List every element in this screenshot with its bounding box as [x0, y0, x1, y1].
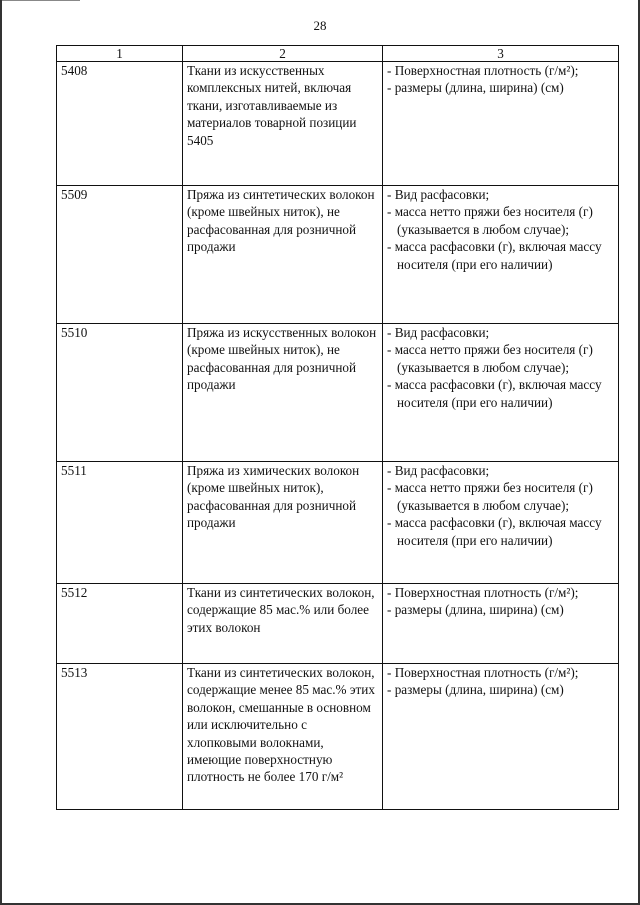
table-row [57, 324, 619, 462]
table-row [57, 462, 619, 584]
requirement-item: - размеры (длина, ширина) (см) [387, 602, 564, 618]
requirements-cell [383, 62, 619, 186]
scan-edge-left [0, 0, 2, 905]
code-cell: 5408 [57, 62, 183, 186]
requirement-item: - Вид расфасовки; [387, 325, 490, 340]
description-cell: Пряжа из искусственных волокон (кроме швейных ниток), не расфасованная для розничной продажи [183, 324, 383, 462]
requirements-cell [383, 584, 619, 664]
header-row [57, 46, 619, 62]
page-number: 28 [313, 18, 327, 33]
table-row [57, 62, 619, 186]
requirement-item: - Вид расфасовки; [387, 463, 490, 478]
code-cell: 5511 [57, 462, 183, 584]
description-cell: Ткани из синтетических волокон, содержащие менее 85 мас.% этих волокон, смешанные в основном или исключительно с хлопковыми волокнами, имеющие поверхностную плотность не более 170 г/м² [183, 664, 383, 810]
scan-edge-top [0, 0, 80, 1]
table-row [57, 664, 619, 810]
column-header-3: 3 [383, 46, 619, 62]
code-cell: 5513 [57, 664, 183, 810]
code-cell: 5512 [57, 584, 183, 664]
requirement-item: - размеры (длина, ширина) (см) [387, 80, 564, 96]
description-cell: Пряжа из синтетических волокон (кроме швейных ниток), не расфасованная для розничной продажи [183, 186, 383, 324]
code-cell: 5510 [57, 324, 183, 462]
requirements-cell [383, 186, 619, 324]
requirement-item: - масса нетто пряжи без носителя (г) (указывается в любом случае); [387, 342, 593, 375]
requirement-item: - масса расфасовки (г), включая массу носителя (при его наличии) [387, 239, 602, 272]
requirements-cell [383, 324, 619, 462]
requirement-item: - масса расфасовки (г), включая массу носителя (при его наличии) [387, 515, 602, 548]
requirement-item: - масса нетто пряжи без носителя (г) (указывается в любом случае); [387, 204, 593, 237]
requirement-item: - масса нетто пряжи без носителя (г) (указывается в любом случае); [387, 480, 593, 513]
requirement-item: - Поверхностная плотность (г/м²); [387, 665, 579, 680]
requirement-item: - размеры (длина, ширина) (см) [387, 682, 564, 698]
goods-table [56, 45, 619, 810]
description-cell: Ткани из синтетических волокон, содержащие 85 мас.% или более этих волокон [183, 584, 383, 664]
table-row [57, 186, 619, 324]
requirement-item: - масса расфасовки (г), включая массу носителя (при его наличии) [387, 377, 602, 410]
requirements-cell [383, 462, 619, 584]
column-header-1: 1 [57, 46, 183, 62]
requirements-cell [383, 664, 619, 810]
description-cell: Ткани из искусственных комплексных нитей, включая ткани, изготавливаемые из материалов товарной позиции 5405 [183, 62, 383, 186]
requirement-item: - Поверхностная плотность (г/м²); [387, 585, 579, 600]
requirement-item: - Поверхностная плотность (г/м²); [387, 63, 579, 78]
description-cell: Пряжа из химических волокон (кроме швейных ниток), расфасованная для розничной продажи [183, 462, 383, 584]
column-header-2: 2 [183, 46, 383, 62]
requirement-item: - Вид расфасовки; [387, 187, 490, 202]
table-row [57, 584, 619, 664]
code-cell: 5509 [57, 186, 183, 324]
